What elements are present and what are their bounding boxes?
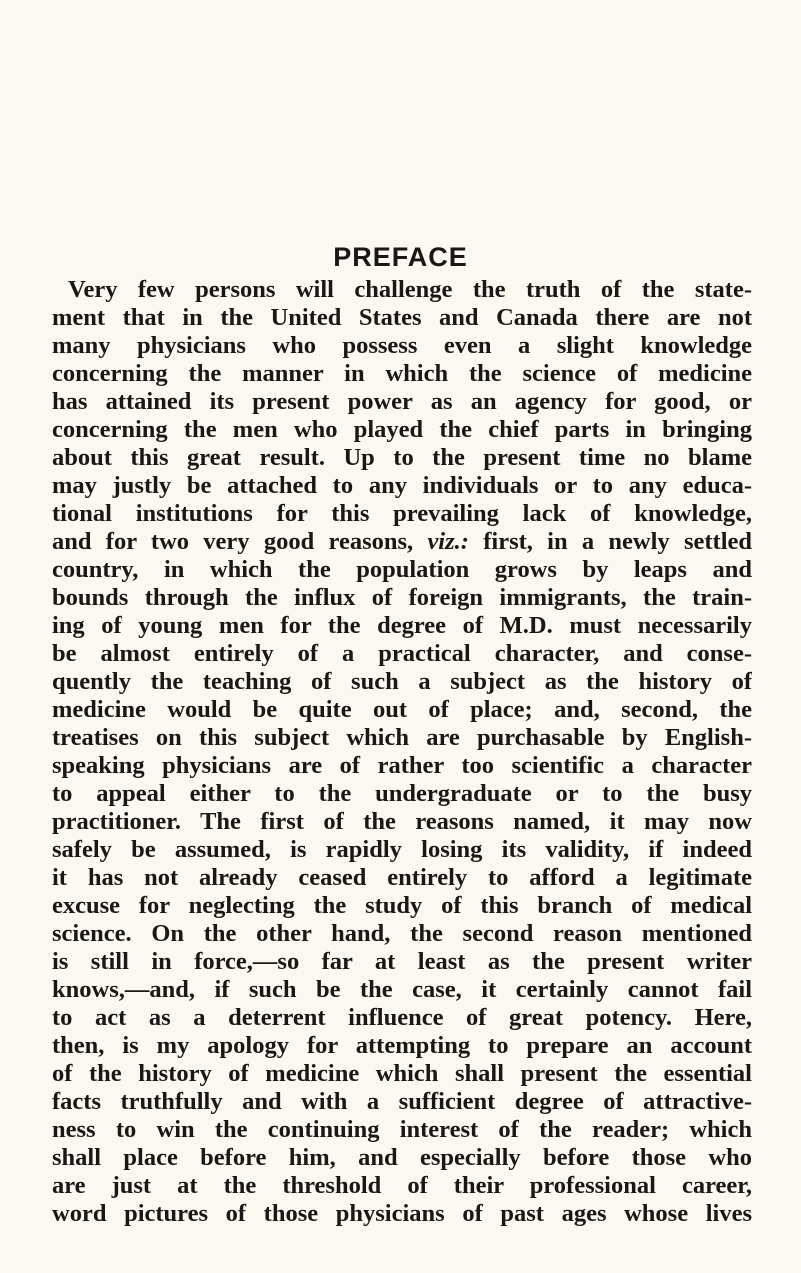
- page-title: PREFACE: [333, 242, 468, 272]
- text-line: are just at the threshold of their professional career,: [52, 1172, 752, 1199]
- text-line: science. On the other hand, the second reason mentioned: [52, 920, 752, 947]
- text-line: to appeal either to the undergraduate or to the busy: [52, 780, 752, 807]
- text-line: of the history of medicine which shall present the essential: [52, 1060, 752, 1087]
- text-line: to act as a deterrent influence of great potency. Here,: [52, 1004, 752, 1031]
- preface-body: [52, 276, 752, 1228]
- text-line: bounds through the influx of foreign immigrants, the train-: [52, 584, 752, 611]
- text-line: ing of young men for the degree of M.D. must necessarily: [52, 612, 752, 639]
- text-line: speaking physicians are of rather too scientific a character: [52, 752, 752, 779]
- text-line: safely be assumed, is rapidly losing its validity, if indeed: [52, 836, 752, 863]
- text-line: may justly be attached to any individuals or to any educa-: [52, 472, 752, 499]
- text-line: country, in which the population grows by leaps and: [52, 556, 752, 583]
- text-line: and for two very good reasons, viz.: first, in a newly settled: [52, 528, 752, 555]
- text-line: quently the teaching of such a subject as the history of: [52, 668, 752, 695]
- text-line: has attained its present power as an agency for good, or: [52, 388, 752, 415]
- text-line: excuse for neglecting the study of this branch of medical: [52, 892, 752, 919]
- text-line: shall place before him, and especially before those who: [52, 1144, 752, 1171]
- text-line: ment that in the United States and Canada there are not: [52, 304, 752, 331]
- text-line: concerning the manner in which the science of medicine: [52, 360, 752, 387]
- text-line: about this great result. Up to the present time no blame: [52, 444, 752, 471]
- text-line: be almost entirely of a practical character, and conse-: [52, 640, 752, 667]
- text-line: then, is my apology for attempting to prepare an account: [52, 1032, 752, 1059]
- text-line: medicine would be quite out of place; and, second, the: [52, 696, 752, 723]
- text-line: Very few persons will challenge the truth of the state-: [68, 276, 752, 303]
- text-line: knows,—and, if such be the case, it certainly cannot fail: [52, 976, 752, 1003]
- text-line: it has not already ceased entirely to afford a legitimate: [52, 864, 752, 891]
- text-line: treatises on this subject which are purchasable by English-: [52, 724, 752, 751]
- text-line: is still in force,—so far at least as the present writer: [52, 948, 752, 975]
- text-line: practitioner. The first of the reasons named, it may now: [52, 808, 752, 835]
- text-line: tional institutions for this prevailing lack of knowledge,: [52, 500, 752, 527]
- text-line: concerning the men who played the chief parts in bringing: [52, 416, 752, 443]
- text-line: ness to win the continuing interest of the reader; which: [52, 1116, 752, 1143]
- text-line: many physicians who possess even a slight knowledge: [52, 332, 752, 359]
- text-line: facts truthfully and with a sufficient degree of attractive-: [52, 1088, 752, 1115]
- text-line: word pictures of those physicians of past ages whose lives: [52, 1200, 752, 1227]
